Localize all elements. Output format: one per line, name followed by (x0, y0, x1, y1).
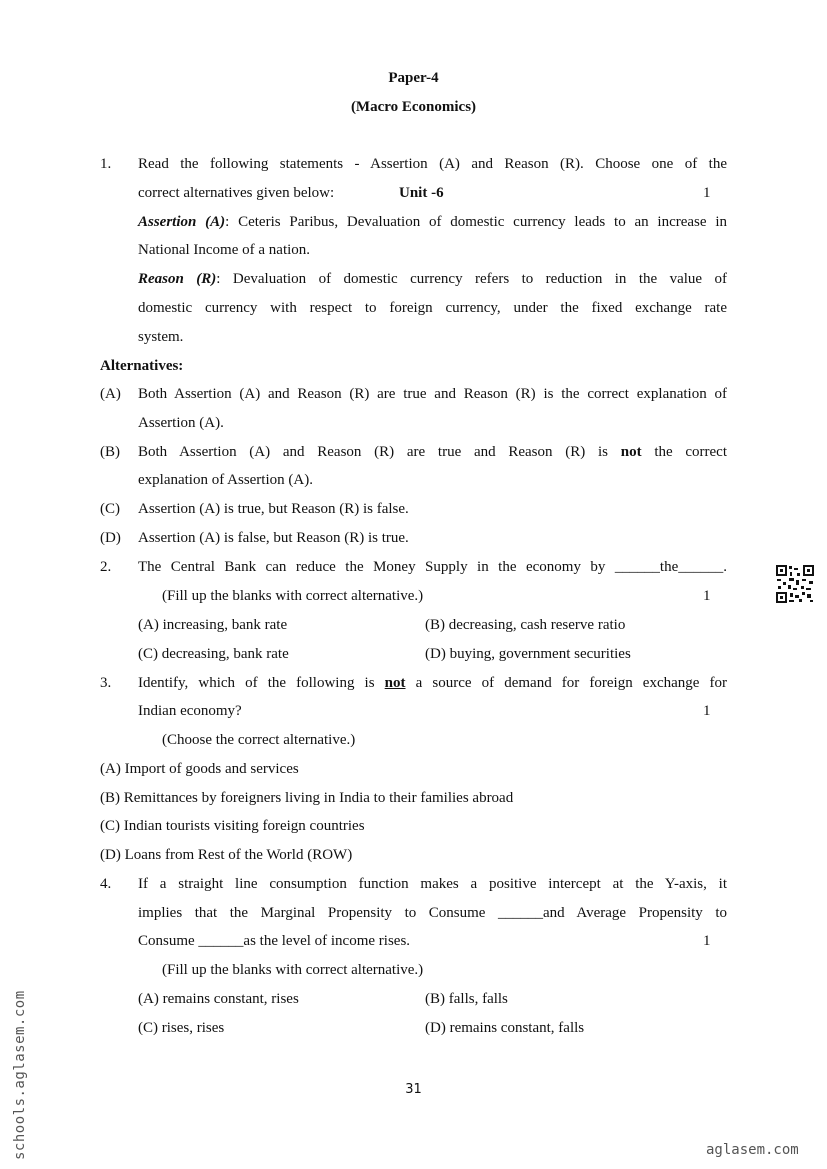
q1-optA-line1: Both Assertion (A) and Reason (R) are true and Reason (R) is the correct explanation of (138, 386, 727, 402)
q1-optC-label: (C) (100, 501, 120, 517)
q2-optA: (A) increasing, bank rate (138, 617, 288, 633)
q1-assertion-line1 (138, 214, 727, 231)
q3-pre: Identify, which of the following is (138, 675, 375, 691)
q4-optB: (B) falls, falls (425, 991, 508, 1007)
q1-optB-label: (B) (100, 444, 120, 460)
q4-optD: (D) remains constant, falls (425, 1020, 585, 1036)
assertion-label: Assertion (A) (138, 214, 226, 230)
alternatives-heading: Alternatives: (100, 358, 184, 374)
q2-optC: (C) decreasing, bank rate (138, 646, 289, 662)
q2-line1: The Central Bank can reduce the Money Supply in the economy by ______the______. (138, 559, 727, 575)
q1-optD: Assertion (A) is false, but Reason (R) is true. (138, 530, 409, 546)
q3-optA: (A) Import of goods and services (100, 761, 299, 777)
assertion-text: : Ceteris Paribus, Devaluation of domestic currency leads to an increase in (225, 214, 727, 230)
reason-text: : Devaluation of domestic currency refers to reduction in the value of (216, 271, 728, 287)
q1-number: 1. (100, 156, 112, 172)
q3-not: not (384, 675, 406, 691)
paper-title: Paper-4 (388, 70, 439, 86)
q4-number: 4. (100, 876, 112, 892)
q3-optC: (C) Indian tourists visiting foreign countries (100, 818, 365, 834)
side-watermark: schools.aglasem.com (12, 990, 28, 1160)
q3-optD: (D) Loans from Rest of the World (ROW) (100, 847, 353, 863)
q3-number: 3. (100, 675, 112, 691)
reason-label: Reason (R) (138, 271, 217, 287)
q4-optA: (A) remains constant, rises (138, 991, 299, 1007)
q3-line1 (138, 675, 727, 692)
q1-optB-line1 (138, 444, 727, 461)
q4-instruction: (Fill up the blanks with correct alternative.) (162, 962, 424, 978)
q4-optC: (C) rises, rises (138, 1020, 225, 1036)
optB-post: the correct (654, 444, 728, 460)
q1-optD-label: (D) (100, 530, 121, 546)
q3-optB: (B) Remittances by foreigners living in India to their families abroad (100, 790, 514, 806)
q1-reason-line2: domestic currency with respect to foreign currency, under the fixed exchange rate (138, 300, 727, 316)
q2-marks: 1 (703, 588, 711, 604)
optB-not: not (620, 444, 642, 460)
q1-assertion-line2: National Income of a nation. (138, 242, 311, 258)
q1-optC: Assertion (A) is true, but Reason (R) is false. (138, 501, 409, 517)
q1-optA-line2: Assertion (A). (138, 415, 224, 431)
q3-line2: Indian economy? (138, 703, 242, 719)
q4-line3: Consume ______as the level of income rises. (138, 933, 411, 949)
page-number: 31 (405, 1082, 422, 1097)
q1-reason-line1 (138, 271, 727, 288)
q2-number: 2. (100, 559, 112, 575)
q1-reason-line3: system. (138, 329, 184, 345)
q3-post: a source of demand for foreign exchange for (415, 675, 728, 691)
q2-optD: (D) buying, government securities (425, 646, 631, 662)
q4-line2: implies that the Marginal Propensity to Consume ______and Average Propensity to (138, 905, 727, 921)
q3-instruction: (Choose the correct alternative.) (162, 732, 356, 748)
q1-optB-line2: explanation of Assertion (A). (138, 472, 313, 488)
q4-line1: If a straight line consumption function makes a positive intercept at the Y-axis, it (138, 876, 727, 892)
optB-pre: Both Assertion (A) and Reason (R) are true and Reason (R) is (138, 444, 608, 460)
paper-subject: (Macro Economics) (350, 99, 477, 115)
qr-code-icon (775, 564, 815, 604)
q1-unit: Unit -6 (399, 185, 444, 201)
bottom-watermark: aglasem.com (706, 1142, 799, 1158)
q1-marks: 1 (703, 185, 711, 201)
q1-optA-label: (A) (100, 386, 121, 402)
q2-optB: (B) decreasing, cash reserve ratio (425, 617, 626, 633)
q1-line1: Read the following statements - Assertion (A) and Reason (R). Choose one of the (138, 156, 727, 172)
q2-instruction: (Fill up the blanks with correct alternative.) (162, 588, 424, 604)
q4-marks: 1 (703, 933, 711, 949)
q3-marks: 1 (703, 703, 711, 719)
q1-line2: correct alternatives given below: (138, 185, 335, 201)
